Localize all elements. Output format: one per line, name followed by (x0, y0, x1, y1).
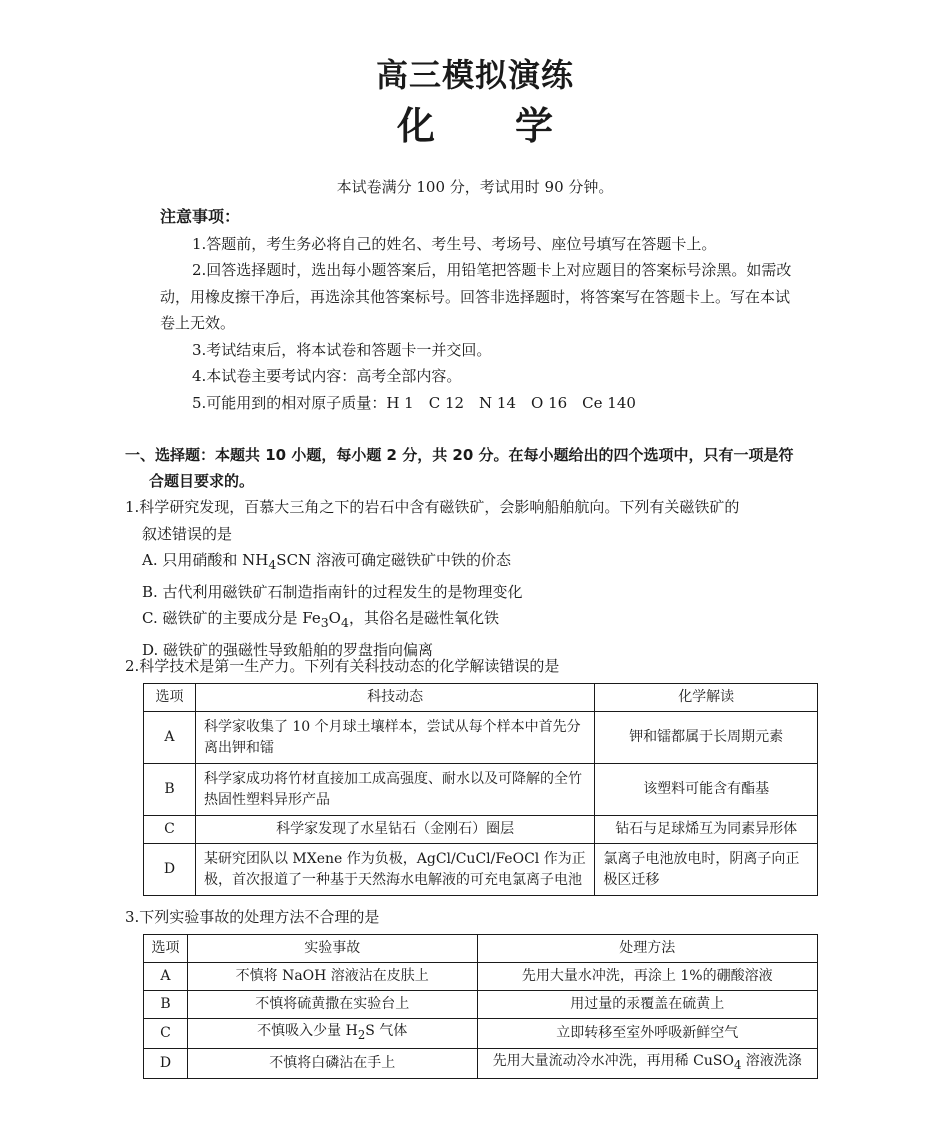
method-cell: 立即转移至室外呼吸新鲜空气 (477, 1019, 818, 1049)
header-cell: 科技动态 (195, 684, 594, 712)
exam-title: 高三模拟演练 (375, 56, 574, 94)
subject-title (0, 103, 950, 149)
option-cell: D (144, 1048, 188, 1078)
interpretation-cell: 钻石与足球烯互为同素异形体 (595, 816, 818, 844)
table-row (144, 1019, 818, 1049)
question-1 (125, 494, 835, 663)
q1-stem-line-1: 1.科学研究发现，百慕大三角之下的岩石中含有磁铁矿，会影响船舶航向。下列有关磁铁矿的 (125, 498, 740, 516)
header-cell: 实验事故 (187, 935, 477, 963)
method-cell: 用过量的汞覆盖在硫黄上 (477, 991, 818, 1019)
note-item: 5.可能用到的相对原子质量：H 1 C 12 N 14 O 16 Ce 140 (192, 393, 636, 412)
interpretation-cell: 钾和镭都属于长周期元素 (595, 712, 818, 764)
tech-cell: 某研究团队以 MXene 作为负极，AgCl/CuCl/FeOCl 作为正极，首次报道了一种基于天然海水电解液的可充电氯离子电池 (195, 844, 594, 896)
table-row (144, 844, 818, 896)
interpretation-cell: 氯离子电池放电时，阴离子向正极区迁移 (595, 844, 818, 896)
option-cell: D (144, 844, 196, 896)
notes-block (160, 204, 800, 416)
notes-title: 注意事项： (160, 207, 241, 226)
q2-table (143, 683, 818, 896)
section-heading (125, 442, 830, 494)
section-line-2: 合题目要求的。 (149, 472, 255, 490)
accident-cell: 不慎将 NaOH 溶液沾在皮肤上 (187, 963, 477, 991)
note-item: 3.考试结束后，将本试卷和答题卡一并交回。 (192, 340, 492, 359)
note-item: 4.本试卷主要考试内容：高考全部内容。 (192, 367, 462, 385)
subject-char-2: 学 (515, 104, 554, 148)
table-row (144, 991, 818, 1019)
method-cell: 先用大量流动冷水冲洗，再用稀 CuSO$_4$ 溶液洗涤 (477, 1048, 818, 1078)
option-cell: B (144, 764, 196, 816)
section-line-1: 一、选择题：本题共 10 小题，每小题 2 分，共 20 分。在每小题给出的四个选项中，只有一项是符 (125, 446, 794, 464)
accident-cell: 不慎将白磷沾在手上 (187, 1048, 477, 1078)
q1-option-b: B. 古代利用磁铁矿石制造指南针的过程发生的是物理变化 (142, 582, 523, 601)
tech-cell: 科学家成功将竹材直接加工成高强度、耐水以及可降解的全竹热固性塑料异形产品 (195, 764, 594, 816)
header-cell: 化学解读 (595, 684, 818, 712)
option-cell: A (144, 712, 196, 764)
exam-info: 本试卷满分 100 分，考试用时 90 分钟。 (336, 178, 614, 196)
q1-option-d: D. 磁铁矿的强磁性导致船舶的罗盘指向偏离 (142, 640, 434, 659)
accident-cell: 不慎吸入少量 $H_2S$ 气体 (187, 1019, 477, 1049)
header-cell: 处理方法 (477, 935, 818, 963)
table-row (144, 712, 818, 764)
method-cell: 先用大量水冲洗，再涂上 1%的硼酸溶液 (477, 963, 818, 991)
subject-char-1: 化 (396, 104, 435, 148)
option-cell: A (144, 963, 188, 991)
note-item: 2.回答选择题时，选出每小题答案后，用铅笔把答题卡上对应题目的答案标号涂黑。如需改动，用橡皮擦干净后，再选涂其他答案标号。回答非选择题时，将答案写在答题卡上。写在本试卷上无效。 (160, 261, 792, 332)
option-cell: C (144, 1019, 188, 1049)
option-cell: C (144, 816, 196, 844)
q1-stem-line-2: 叙述错误的是 (142, 524, 233, 543)
header-cell: 选项 (144, 935, 188, 963)
table-row (144, 1048, 818, 1078)
tech-cell: 科学家收集了 10 个月球土壤样本，尝试从每个样本中首先分离出钾和镭 (195, 712, 594, 764)
tech-cell: 科学家发现了水星钻石（金刚石）圈层 (195, 816, 594, 844)
table-row (144, 963, 818, 991)
q3-table (143, 934, 818, 1079)
q3-stem: 3.下列实验事故的处理方法不合理的是 (125, 908, 380, 926)
q2-stem: 2.科学技术是第一生产力。下列有关科技动态的化学解读错误的是 (125, 657, 560, 675)
q1-option-c: C. 磁铁矿的主要成分是 $Fe_3O_4$，其俗名是磁性氧化铁 (142, 609, 499, 630)
table-header-row (144, 935, 818, 963)
option-cell: B (144, 991, 188, 1019)
table-row (144, 764, 818, 816)
q1-option-a: A. 只用硝酸和 $NH_4SCN$ 溶液可确定磁铁矿中铁的价态 (142, 551, 511, 572)
accident-cell: 不慎将硫黄撒在实验台上 (187, 991, 477, 1019)
header-cell: 选项 (144, 684, 196, 712)
note-item: 1.答题前，考生务必将自己的姓名、考生号、考场号、座位号填写在答题卡上。 (192, 234, 717, 253)
table-header-row (144, 684, 818, 712)
table-row (144, 816, 818, 844)
interpretation-cell: 该塑料可能含有酯基 (595, 764, 818, 816)
